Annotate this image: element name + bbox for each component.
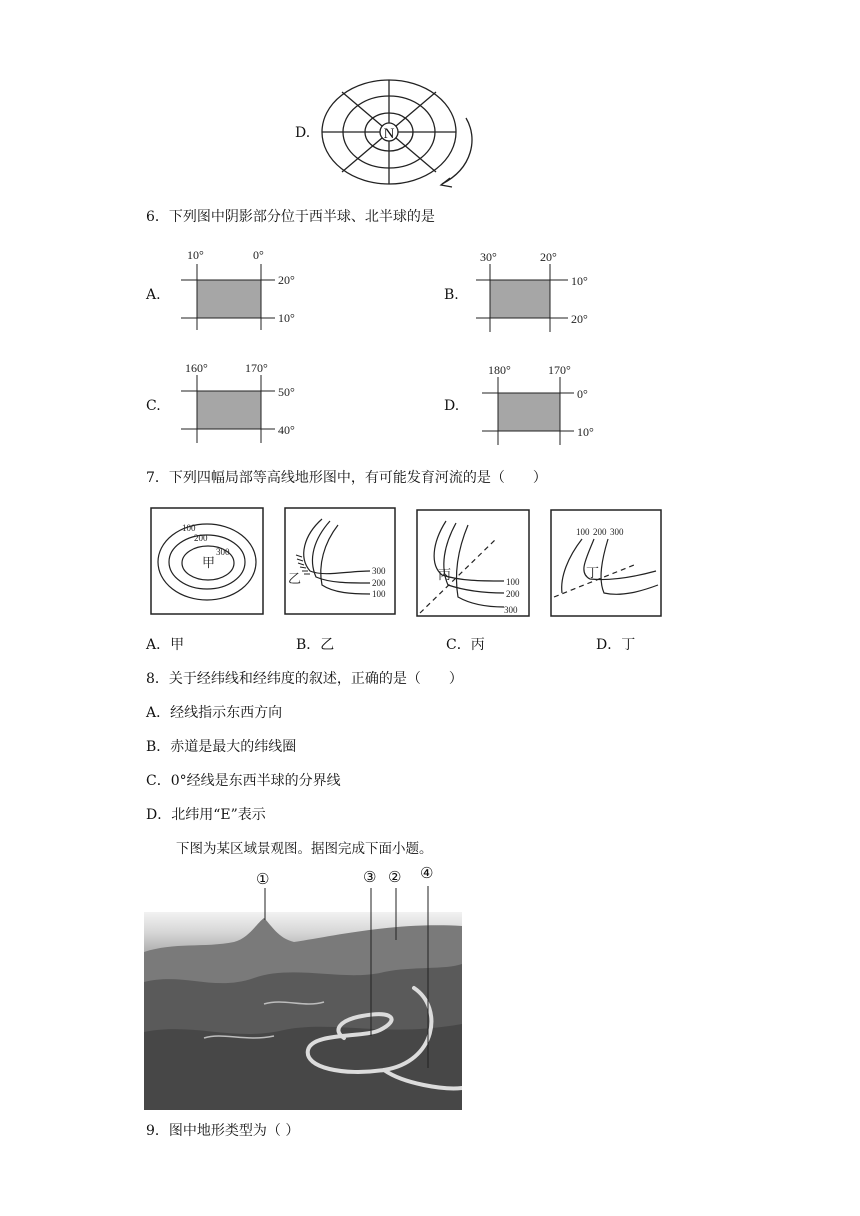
q6-option-c-grid <box>175 359 305 449</box>
svg-text:200: 200 <box>593 527 607 537</box>
svg-text:40°: 40° <box>278 423 295 437</box>
svg-text:10°: 10° <box>577 425 594 439</box>
svg-text:0°: 0° <box>577 387 588 401</box>
svg-text:160°: 160° <box>185 361 208 375</box>
q6-question: 6．下列图中阴影部分位于西半球、北半球的是 <box>146 209 435 225</box>
q8-option-b: B．赤道是最大的纬线圈 <box>146 739 297 755</box>
landscape-photo <box>144 912 462 1110</box>
marker-3: ③ <box>363 868 377 886</box>
svg-text:200: 200 <box>506 589 520 599</box>
q6-option-a-letter: A. <box>146 287 161 303</box>
svg-text:30°: 30° <box>480 250 497 264</box>
svg-text:丙: 丙 <box>438 567 452 582</box>
svg-text:丁: 丁 <box>586 565 600 580</box>
svg-text:170°: 170° <box>245 361 268 375</box>
svg-text:300: 300 <box>504 605 518 615</box>
q8-option-c: C．0°经线是东西半球的分界线 <box>146 773 341 789</box>
marker-4: ④ <box>420 864 434 882</box>
q7-map-bing <box>416 509 532 619</box>
q7-answer-a: A．甲 <box>146 637 185 653</box>
q7-question: 7．下列四幅局部等高线地形图中，有可能发育河流的是（ ） <box>146 470 547 486</box>
svg-text:100: 100 <box>372 589 386 599</box>
q6-option-b-grid <box>472 248 602 338</box>
q6-option-d-grid <box>472 361 607 451</box>
q6-option-d-letter: D. <box>444 398 460 414</box>
q7-map-yi <box>284 507 398 617</box>
q7-answer-d: D．丁 <box>596 637 636 653</box>
marker-leader-lines <box>250 886 450 916</box>
q7-answer-b: B．乙 <box>296 637 335 653</box>
svg-text:200: 200 <box>372 578 386 588</box>
marker-2: ② <box>388 868 402 886</box>
svg-text:10°: 10° <box>571 274 588 288</box>
q8-question: 8．关于经纬线和经纬度的叙述，正确的是（ ） <box>146 671 463 687</box>
svg-text:50°: 50° <box>278 385 295 399</box>
svg-text:10°: 10° <box>187 248 204 262</box>
svg-text:200: 200 <box>194 533 208 543</box>
q7-answer-c: C．丙 <box>446 637 485 653</box>
svg-text:100: 100 <box>506 577 520 587</box>
svg-text:170°: 170° <box>548 363 571 377</box>
svg-text:180°: 180° <box>488 363 511 377</box>
q6-option-a-grid <box>175 246 305 336</box>
q8-option-d: D．北纬用“E”表示 <box>146 807 266 823</box>
q9-question: 9．图中地形类型为（ ） <box>146 1123 300 1139</box>
svg-text:100: 100 <box>576 527 590 537</box>
svg-text:300: 300 <box>610 527 624 537</box>
svg-text:0°: 0° <box>253 248 264 262</box>
q8-option-a: A．经线指示东西方向 <box>146 705 283 721</box>
svg-text:100: 100 <box>182 523 196 533</box>
compass-center-label: N <box>383 126 395 142</box>
svg-text:乙: 乙 <box>288 571 302 586</box>
svg-text:300: 300 <box>216 547 230 557</box>
svg-text:300: 300 <box>372 566 386 576</box>
polar-grid-diagram <box>318 78 488 200</box>
marker-1: ① <box>256 870 270 888</box>
svg-text:20°: 20° <box>278 273 295 287</box>
q6-option-b-letter: B. <box>444 287 459 303</box>
svg-text:20°: 20° <box>571 312 588 326</box>
svg-text:20°: 20° <box>540 250 557 264</box>
q6-option-c-letter: C. <box>146 398 161 414</box>
svg-text:10°: 10° <box>278 311 295 325</box>
q7-map-ding <box>550 509 664 619</box>
svg-text:甲: 甲 <box>202 555 216 570</box>
q5-option-d-letter: D. <box>295 125 311 141</box>
scene-intro: 下图为某区域景观图。据图完成下面小题。 <box>176 841 433 857</box>
q7-map-jia <box>150 507 266 617</box>
